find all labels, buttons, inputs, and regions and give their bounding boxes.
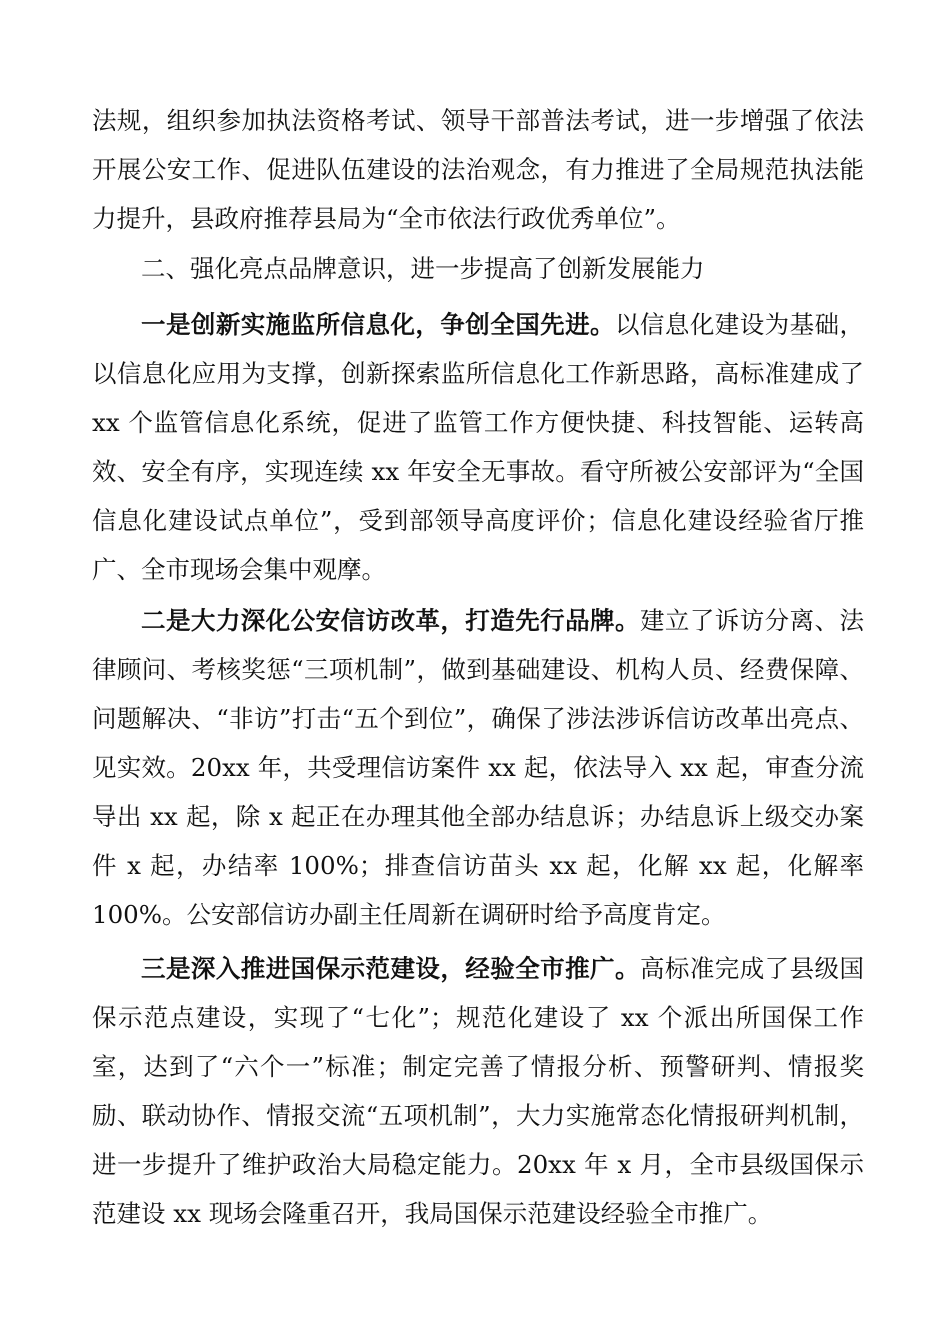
- paragraph-lead: 一是创新实施监所信息化，争创全国先进。: [141, 310, 615, 339]
- paragraph-text: 高标准完成了县级国保示范点建设，实现了“七化”；规范化建设了 xx 个派出所国保工作室，达到了“六个一”标准；制定完善了情报分析、预警研判、情报奖励、联动协作、情报交流“五项机制”，大力实施常态化情报研判机制，进一步提升了维护政治大局稳定能力。20xx 年 x 月，全市县级国保示范建设 xx 现场会隆重召开，我局国保示范建设经验全市推广。: [92, 954, 865, 1228]
- section-heading-block: [92, 244, 864, 293]
- paragraph-item-3: [92, 944, 864, 1238]
- paragraph-text: 建立了诉访分离、法律顾问、考核奖惩“三项机制”，做到基础建设、机构人员、经费保障、问题解决、“非访”打击“五个到位”，确保了涉法涉诉信访改革出亮点、见实效。20xx 年，共受理信访案件 xx 起，依法导入 xx 起，审查分流导出 xx 起，除 x 起正在办理其他全部办结息诉；办结息诉上级交办案件 x 起，办结率 100%；排查信访苗头 xx 起，化解 xx 起，化解率 100%。公安部信访办副主任周新在调研时给予高度肯定。: [92, 606, 865, 929]
- paragraph-block-1: [92, 300, 864, 594]
- document-body: [92, 96, 864, 243]
- section-heading-text: 二、强化亮点品牌意识，进一步提高了创新发展能力: [141, 254, 705, 283]
- paragraph-item-2: [92, 596, 864, 939]
- paragraph-block-2: [92, 596, 864, 939]
- paragraph-lead: 二是大力深化公安信访改革，打造先行品牌。: [141, 606, 640, 635]
- paragraph-item-1: [92, 300, 864, 594]
- paragraph-continuation: [92, 96, 864, 243]
- paragraph-text: 以信息化建设为基础，以信息化应用为支撑，创新探索监所信息化工作新思路，高标准建成了 xx 个监管信息化系统，促进了监管工作方便快捷、科技智能、运转高效、安全有序，实现连续 xx 年安全无事故。看守所被公安部评为“全国信息化建设试点单位”，受到部领导高度评价；信息化建设经验省厅推广、全市现场会集中观摩。: [92, 310, 865, 584]
- paragraph-lead: 三是深入推进国保示范建设，经验全市推广。: [141, 954, 640, 983]
- paragraph-text: 法规，组织参加执法资格考试、领导干部普法考试，进一步增强了依法开展公安工作、促进队伍建设的法治观念，有力推进了全局规范执法能力提升，县政府推荐县局为“全市依法行政优秀单位”。: [92, 106, 864, 233]
- section-heading: [92, 244, 864, 293]
- paragraph-block-3: [92, 944, 864, 1238]
